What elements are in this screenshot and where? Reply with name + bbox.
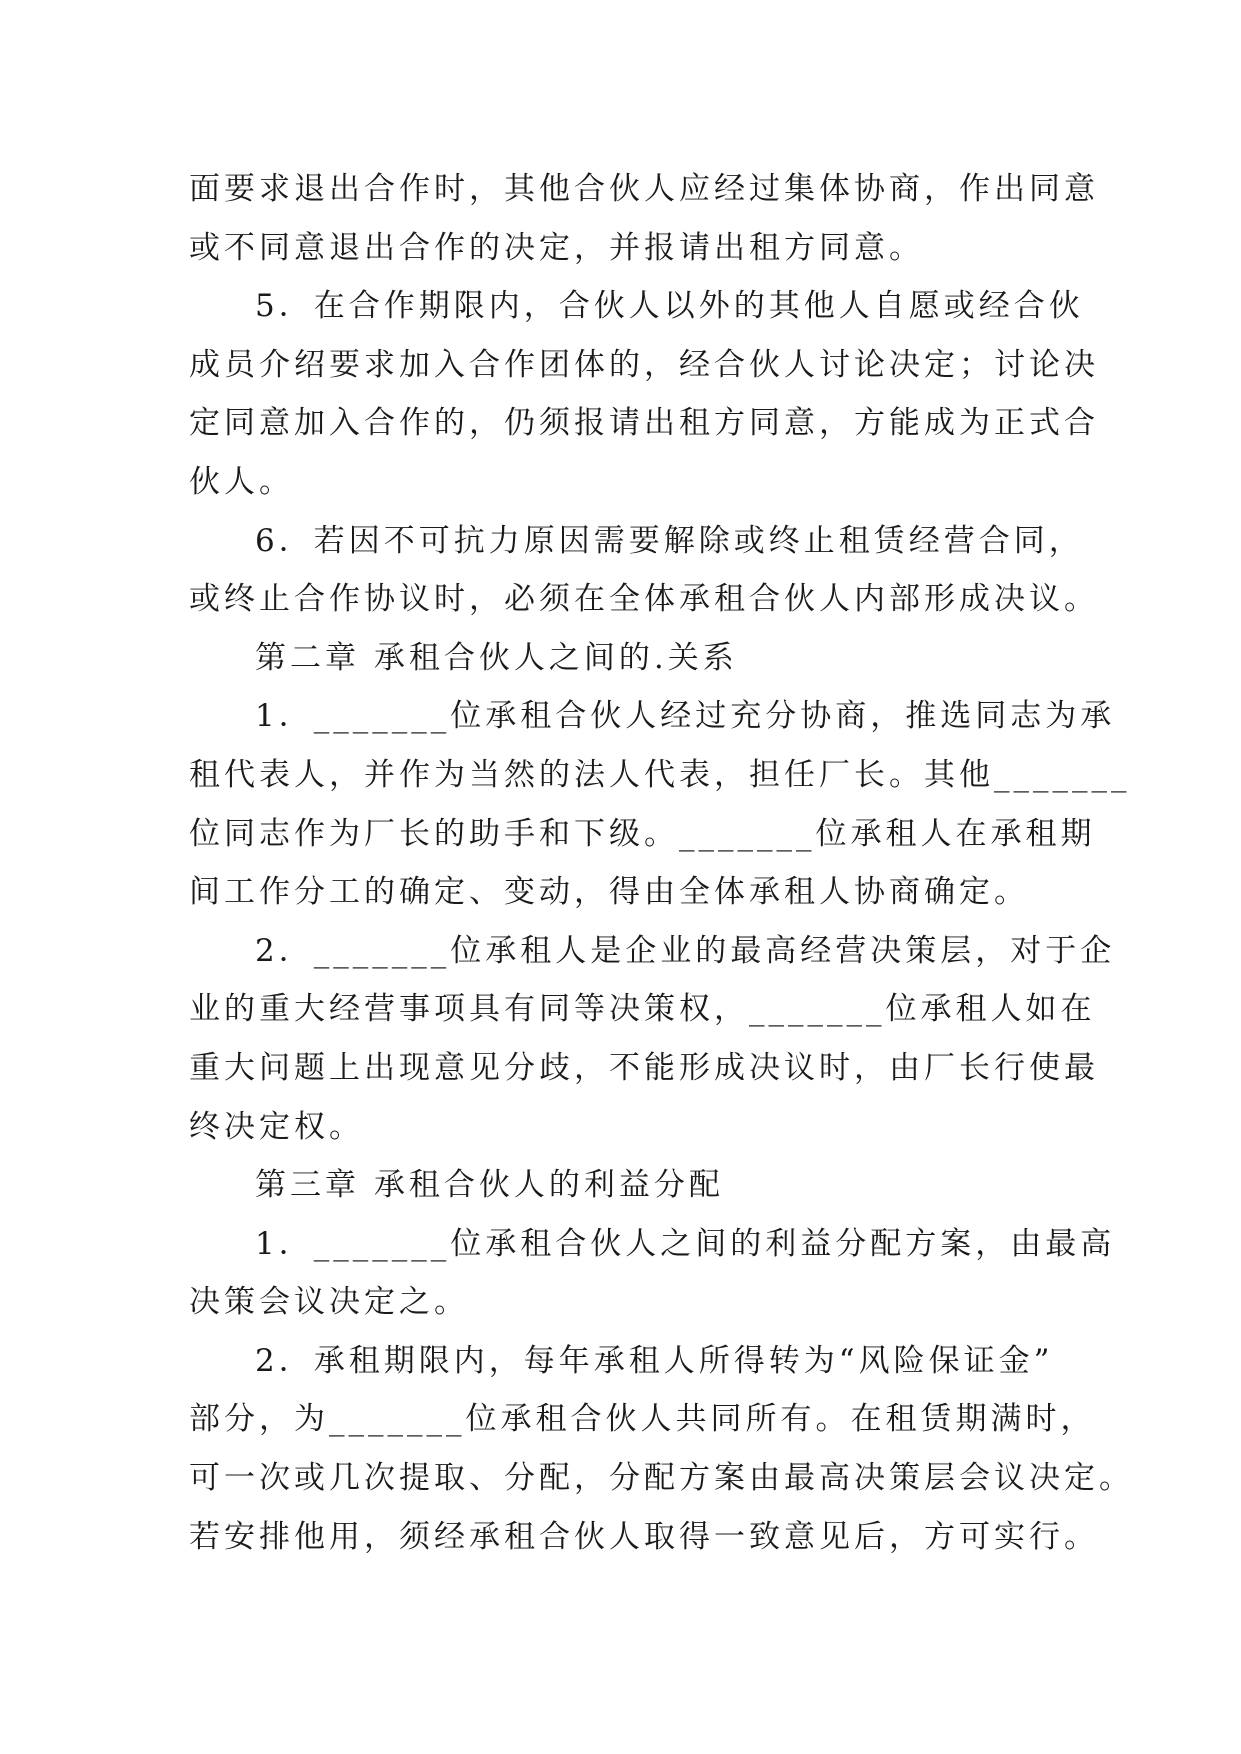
text-line: 租代表人，并作为当然的法人代表，担任厂长。其他_______: [189, 756, 1131, 793]
text-line: 面要求退出合作时，其他合伙人应经过集体协商，作出同意: [189, 171, 1099, 207]
text-line: 5．在合作期限内，合伙人以外的其他人自愿或经合伙: [255, 288, 1084, 325]
text-line: 6．若因不可抗力原因需要解除或终止租赁经营合同，: [255, 522, 1084, 559]
text-line: 2．_______位承租人是企业的最高经营决策层，对于企: [255, 932, 1116, 969]
text-line: 伙人。: [189, 463, 294, 500]
text-line: 2．承租期限内，每年承租人所得转为“风险保证金”: [255, 1342, 1054, 1379]
chapter-heading: 第二章 承租合伙人之间的.关系: [255, 639, 738, 676]
text-line: 重大问题上出现意见分歧，不能形成决议时，由厂长行使最: [189, 1049, 1099, 1086]
text-line: 若安排他用，须经承租合伙人取得一致意见后，方可实行。: [189, 1518, 1099, 1555]
text-line: 终决定权。: [189, 1108, 364, 1145]
document-body: [189, 160, 1134, 1566]
text-line: 部分，为_______位承租合伙人共同所有。在租赁期满时，: [189, 1401, 1096, 1438]
text-line: 定同意加入合作的，仍须报请出租方同意，方能成为正式合: [189, 405, 1099, 442]
text-line: 或终止合作协议时，必须在全体承租合伙人内部形成决议。: [189, 581, 1099, 618]
text-line: 1．_______位承租合伙人经过充分协商，推选同志为承: [255, 698, 1116, 735]
text-line: 可一次或几次提取、分配，分配方案由最高决策层会议决定。: [189, 1460, 1134, 1497]
text-line: 间工作分工的确定、变动，得由全体承租人协商确定。: [189, 874, 1029, 911]
text-line: 位同志作为厂长的助手和下级。_______位承租人在承租期: [189, 815, 1096, 852]
text-line: 1．_______位承租合伙人之间的利益分配方案，由最高: [255, 1225, 1116, 1262]
text-line: 或不同意退出合作的决定，并报请出租方同意。: [189, 229, 924, 266]
chapter-heading: 第三章 承租合伙人的利益分配: [255, 1167, 724, 1204]
text-line: 业的重大经营事项具有同等决策权，_______位承租人如在: [189, 991, 1096, 1028]
text-line: 成员介绍要求加入合作团体的，经合伙人讨论决定；讨论决: [189, 346, 1099, 383]
text-line: 决策会议决定之。: [189, 1284, 469, 1321]
